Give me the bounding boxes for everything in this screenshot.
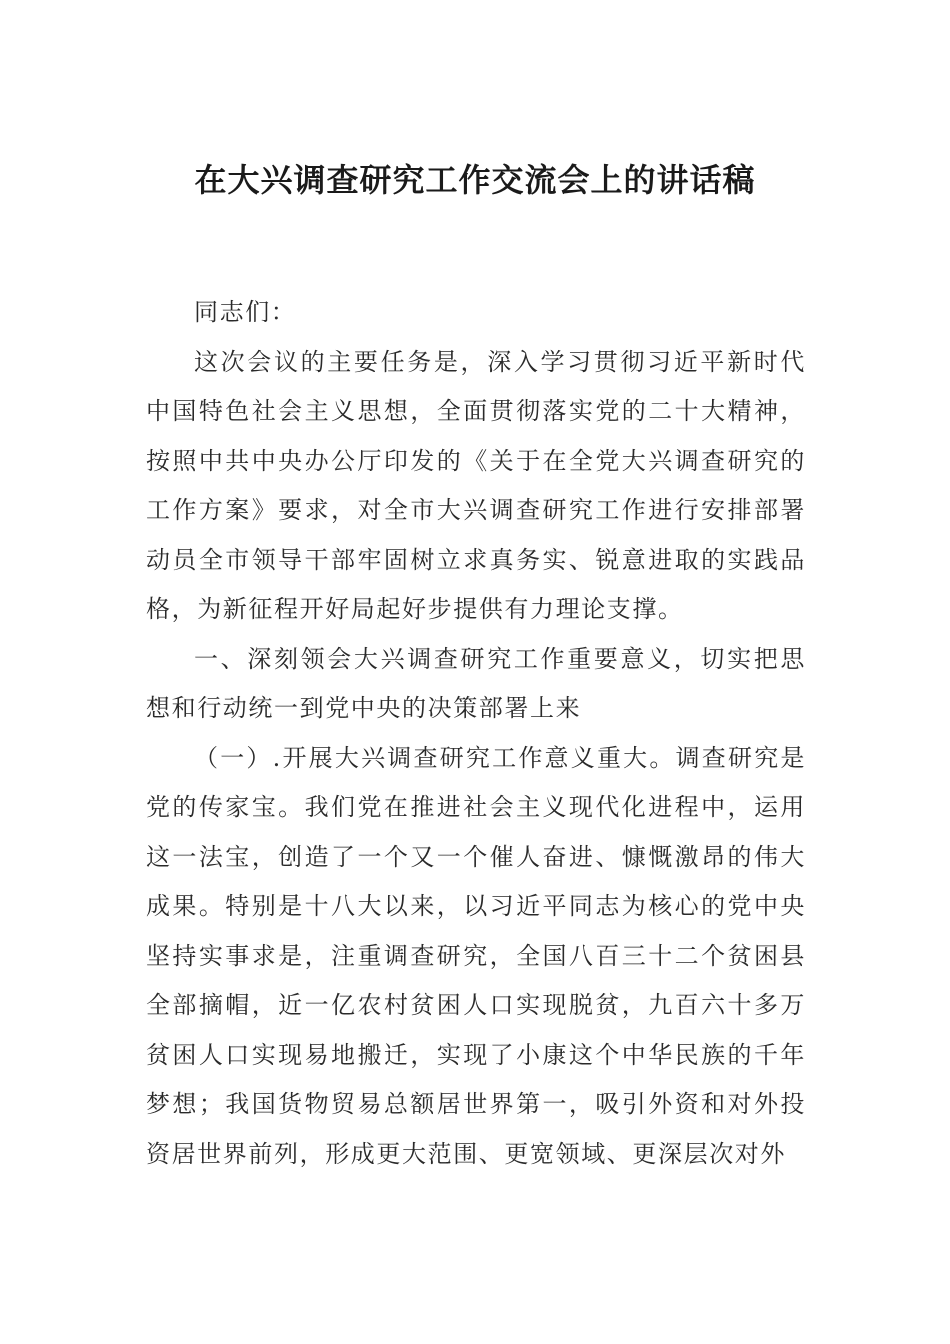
paragraph-subsection-1: （一）.开展大兴调查研究工作意义重大。调查研究是党的传家宝。我们党在推进社会主义现代化进程中，运用这一法宝，创造了一个又一个催人奋进、慷慨激昂的伟大成果。特别是十八大以来，以习近平同志为核心的党中央坚持实事求是，注重调查研究，全国八百三十二个贫困县全部摘帽，近一亿农村贫困人口实现脱贫，九百六十多万贫困人口实现易地搬迁，实现了小康这个中华民族的千年梦想；我国货物贸易总额居世界第一，吸引外资和对外投资居世界前列，形成更大范围、更宽领域、更深层次对外: [146, 743, 806, 1168]
section-heading-1: 一、深刻领会大兴调查研究工作重要意义，切实把思想和行动统一到党中央的决策部署上来: [146, 644, 806, 722]
document-title: 在大兴调查研究工作交流会上的讲话稿: [194, 161, 756, 199]
document-body: [146, 288, 806, 1179]
paragraph-intro: 这次会议的主要任务是，深入学习贯彻习近平新时代中国特色社会主义思想，全面贯彻落实党的二十大精神，按照中共中央办公厅印发的《关于在全党大兴调查研究的工作方案》要求，对全市大兴调查研究工作进行安排部署动员全市领导干部牢固树立求真务实、锐意进取的实践品格，为新征程开好局起好步提供有力理论支撑。: [146, 347, 806, 623]
salutation: 同志们：: [194, 298, 297, 326]
